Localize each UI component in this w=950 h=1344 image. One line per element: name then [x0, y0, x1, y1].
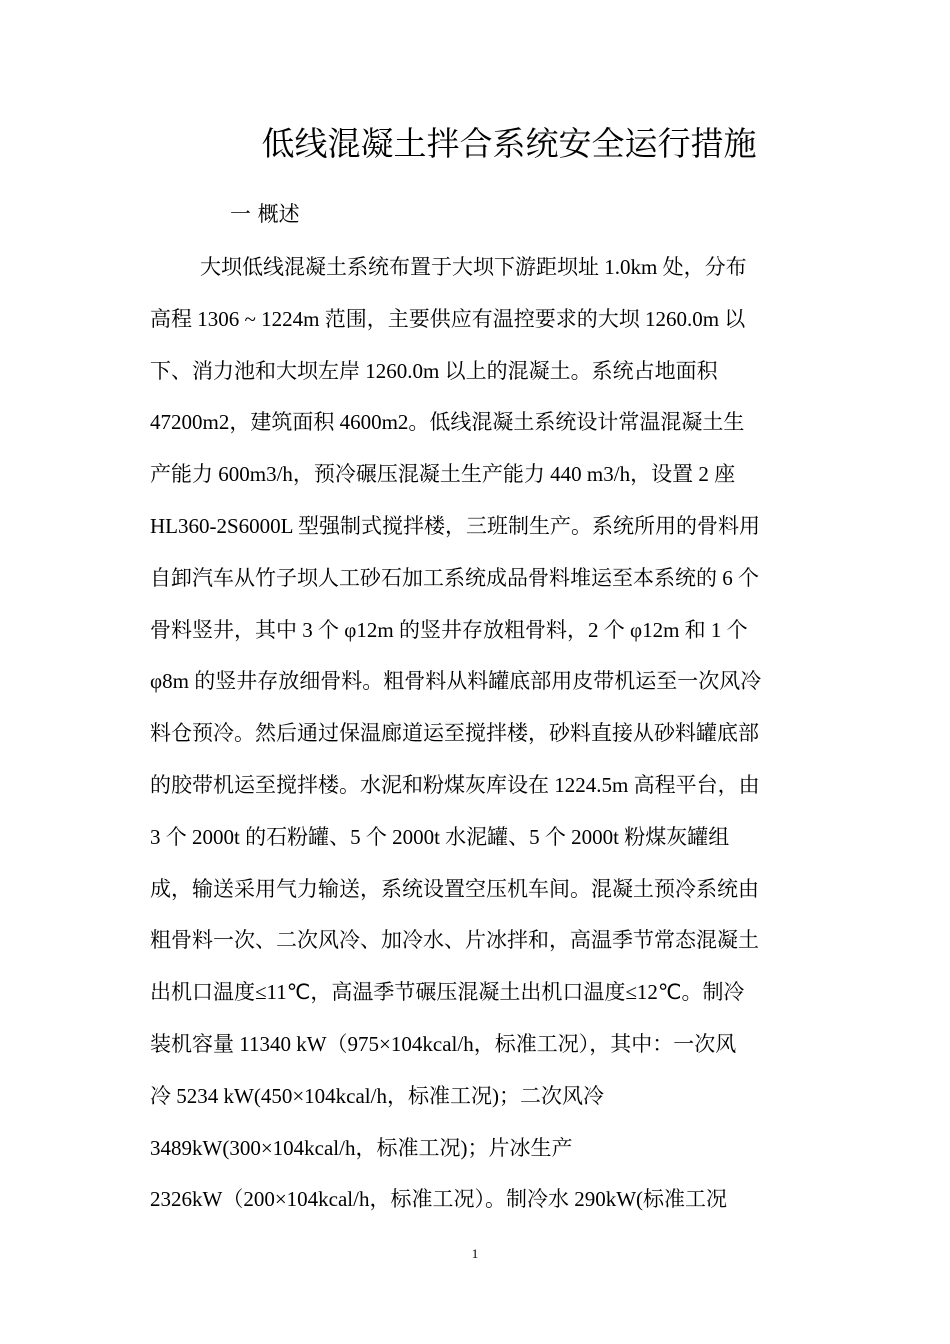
paragraph-line: 骨料竖井，其中 3 个 φ12m 的竖井存放粗骨料，2 个 φ12m 和 1 个 [150, 617, 748, 642]
paragraph-line: 的胶带机运至搅拌楼。水泥和粉煤灰库设在 1224.5m 高程平台，由 [150, 772, 760, 797]
paragraph-line: 47200m2，建筑面积 4600m2。低线混凝土系统设计常温混凝土生 [150, 410, 745, 435]
paragraph-line: 2326kW（200×104kcal/h，标准工况）。制冷水 290kW(标准工况 [150, 1187, 728, 1212]
page-number: 1 [471, 1246, 479, 1261]
paragraph-line: 装机容量 11340 kW（975×104kcal/h，标准工况），其中：一次风 [150, 1031, 737, 1056]
paragraph-line: 产能力 600m3/h，预冷碾压混凝土生产能力 440 m3/h，设置 2 座 [150, 462, 736, 487]
paragraph-line: 自卸汽车从竹子坝人工砂石加工系统成品骨料堆运至本系统的 6 个 [150, 565, 759, 590]
section-heading: 一 概述 [230, 202, 300, 226]
paragraph-line: 料仓预冷。然后通过保温廊道运至搅拌楼，砂料直接从砂料罐底部 [150, 721, 759, 746]
paragraph-line: 大坝低线混凝土系统布置于大坝下游距坝址 1.0km 处，分布 [200, 255, 747, 279]
paragraph-line: HL360-2S6000L 型强制式搅拌楼，三班制生产。系统所用的骨料用 [150, 513, 760, 538]
paragraph-line: 下、消力池和大坝左岸 1260.0m 以上的混凝土。系统占地面积 [150, 358, 718, 383]
body-paragraph [150, 246, 810, 1230]
paragraph-line: 3 个 2000t 的石粉罐、5 个 2000t 水泥罐、5 个 2000t 粉煤灰罐组 [150, 824, 730, 849]
paragraph-line: 高程 1306 ~ 1224m 范围，主要供应有温控要求的大坝 1260.0m 以 [150, 306, 746, 331]
paragraph-line: 3489kW(300×104kcal/h，标准工况)；片冰生产 [150, 1135, 573, 1160]
paragraph-line: φ8m 的竖井存放细骨料。粗骨料从料罐底部用皮带机运至一次风冷 [150, 669, 762, 694]
paragraph-line: 出机口温度≤11℃，高温季节碾压混凝土出机口温度≤12℃。制冷 [150, 980, 745, 1005]
paragraph-line: 成，输送采用气力输送，系统设置空压机车间。混凝土预冷系统由 [150, 876, 759, 901]
paragraph-line: 粗骨料一次、二次风冷、加冷水、片冰拌和，高温季节常态混凝土 [150, 928, 759, 953]
paragraph-line: 冷 5234 kW(450×104kcal/h，标准工况)；二次风冷 [150, 1083, 604, 1108]
document-title: 低线混凝土拌合系统安全运行措施 [261, 124, 757, 163]
